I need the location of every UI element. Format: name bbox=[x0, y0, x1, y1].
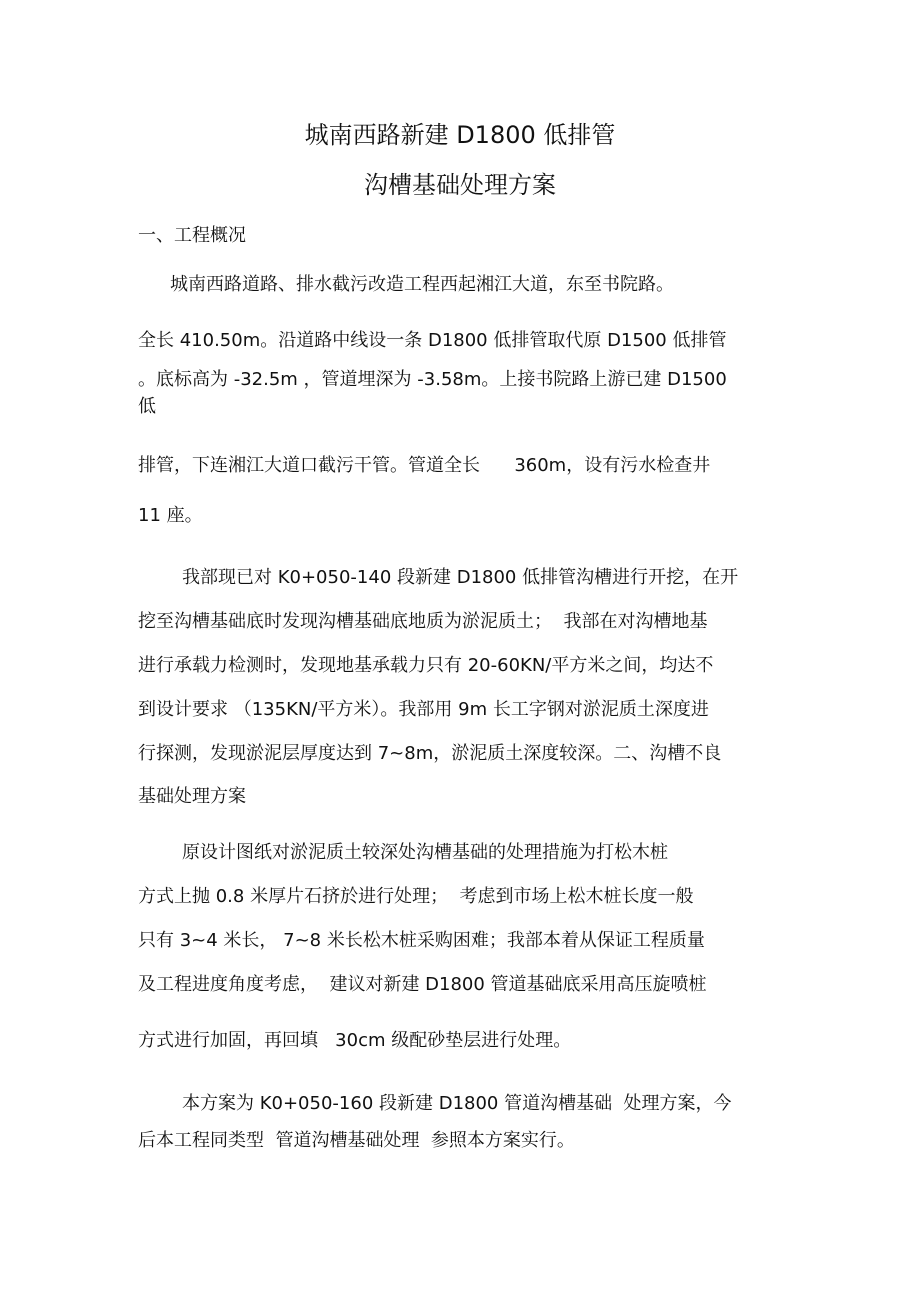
paragraph-line: 方式上抛 0.8 米厚片石挤於进行处理； 考虑到市场上松木桩长度一般 bbox=[138, 886, 694, 907]
paragraph-line: 低 bbox=[138, 396, 156, 417]
paragraph-line: 本方案为 K0+050-160 段新建 D1800 管道沟槽基础 处理方案，今 bbox=[182, 1093, 732, 1114]
paragraph-line: 到设计要求 （135KN/平方米）。我部用 9m 长工字钢对淤泥质土深度进 bbox=[138, 699, 709, 720]
paragraph-line: 原设计图纸对淤泥质土较深处沟槽基础的处理措施为打松木桩 bbox=[182, 842, 668, 863]
paragraph-line: 后本工程同类型 管道沟槽基础处理 参照本方案实行。 bbox=[138, 1130, 575, 1151]
paragraph-line: 排管，下连湘江大道口截污干管。管道全长 360m，设有污水检查井 bbox=[138, 455, 711, 476]
paragraph-line: 11 座。 bbox=[138, 505, 203, 526]
paragraph-line: 我部现已对 K0+050-140 段新建 D1800 低排管沟槽进行开挖，在开 bbox=[182, 567, 739, 588]
section-heading: 一、工程概况 bbox=[138, 225, 246, 246]
paragraph-line: 全长 410.50m。沿道路中线设一条 D1800 低排管取代原 D1500 低排管 bbox=[138, 330, 727, 351]
paragraph-line: 只有 3~4 米长， 7~8 米长松木桩采购困难；我部本着从保证工程质量 bbox=[138, 930, 705, 951]
paragraph-line: 进行承载力检测时，发现地基承载力只有 20-60KN/平方米之间，均达不 bbox=[138, 655, 714, 676]
paragraph-line: 挖至沟槽基础底时发现沟槽基础底地质为淤泥质土； 我部在对沟槽地基 bbox=[138, 611, 708, 632]
document-title-line-2: 沟槽基础处理方案 bbox=[364, 171, 556, 199]
paragraph-line: 及工程进度角度考虑， 建议对新建 D1800 管道基础底采用高压旋喷桩 bbox=[138, 974, 707, 995]
paragraph-line: 方式进行加固，再回填 30cm 级配砂垫层进行处理。 bbox=[138, 1030, 572, 1051]
paragraph-line: 基础处理方案 bbox=[138, 786, 246, 807]
document-title-line-1: 城南西路新建 D1800 低排管 bbox=[304, 121, 616, 149]
paragraph-line: 城南西路道路、排水截污改造工程西起湘江大道，东至书院路。 bbox=[170, 274, 674, 295]
paragraph-line: 。底标高为 -32.5m ，管道埋深为 -3.58m。上接书院路上游已建 D1500 bbox=[138, 369, 727, 390]
paragraph-line: 行探测，发现淤泥层厚度达到 7~8m，淤泥质土深度较深。二、沟槽不良 bbox=[138, 743, 722, 764]
